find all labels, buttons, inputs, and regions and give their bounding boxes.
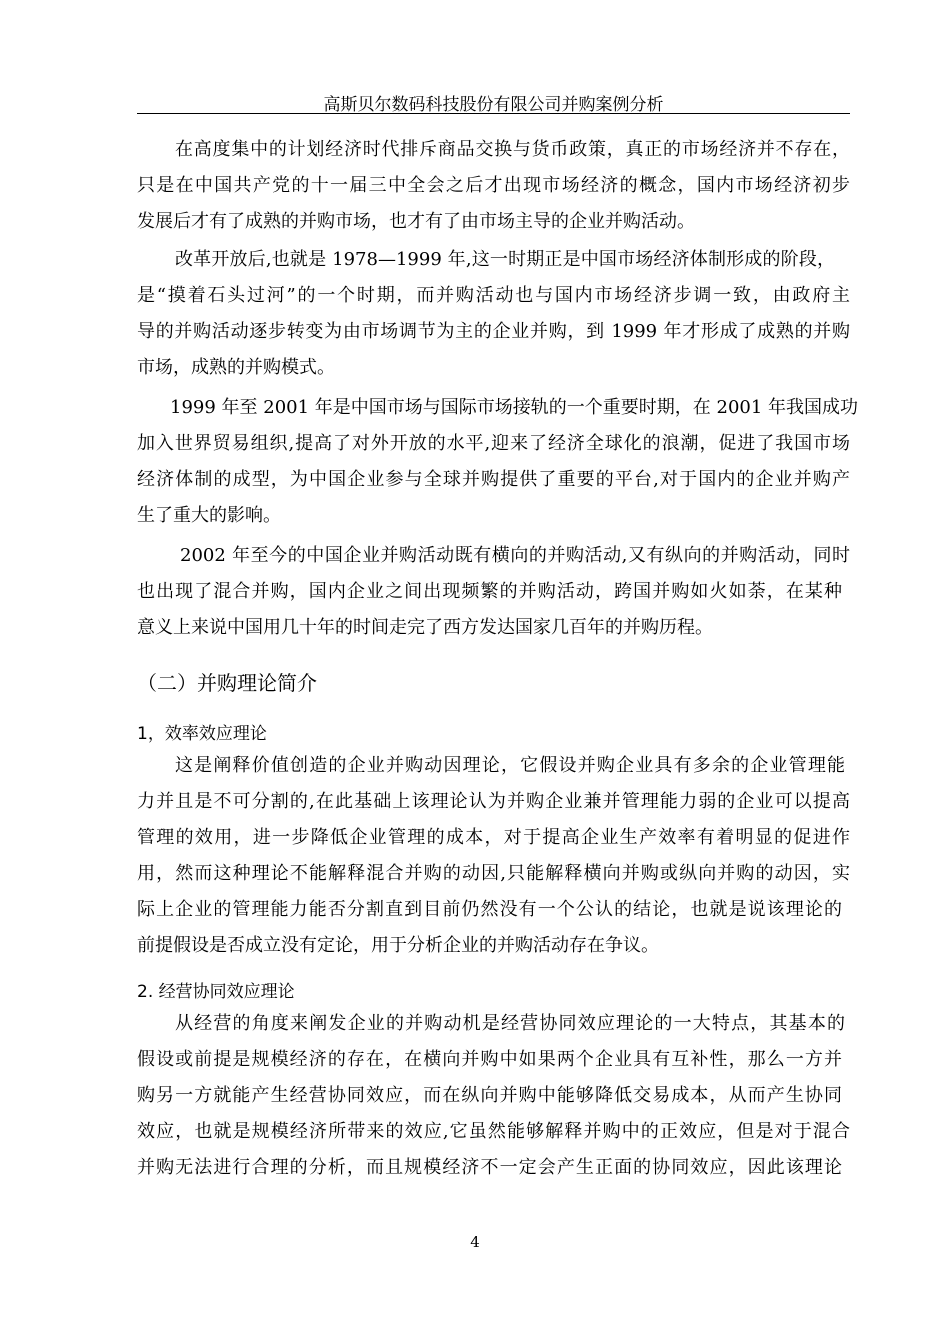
text-line: 导的并购活动逐步转变为由市场调节为主的企业并购，到 1999 年才形成了成熟的并购 [137,321,850,342]
text-line: 购另一方就能产生经营协同效应，而在纵向并购中能够降低交易成本，从而产生协同 [137,1085,842,1106]
subsection-heading: 2. 经营协同效应理论 [137,982,295,1002]
text-line: 效应，也就是规模经济所带来的效应,它虽然能够解释并购中的正效应，但是对于混合 [137,1121,850,1142]
text-line: 管理的效用，进一步降低企业管理的成本，对于提高企业生产效率有着明显的促进作 [137,827,850,848]
text-line: 际上企业的管理能力能否分割直到目前仍然没有一个公认的结论，也就是说该理论的 [137,899,842,920]
text-line: 改革开放后,也就是 1978—1999 年,这一时期正是中国市场经济体制形成的阶段， [175,249,835,270]
text-line: 从经营的角度来阐发企业的并购动机是经营协同效应理论的一大特点，其基本的 [175,1013,845,1034]
text-line: 生了重大的影响。 [137,505,281,526]
text-line: 也出现了混合并购，国内企业之间出现频繁的并购活动，跨国并购如火如荼，在某种 [137,581,842,602]
text-line: 意义上来说中国用几十年的时间走完了西方发达国家几百年的并购历程。 [137,617,713,638]
text-line: 经济体制的成型，为中国企业参与全球并购提供了重要的平台,对于国内的企业并购产 [137,469,850,490]
subsection-heading: 1，效率效应理论 [137,724,267,744]
text-line: 用，然而这种理论不能解释混合并购的动因,只能解释横向并购或纵向并购的动因，实 [137,863,850,884]
page-number: 4 [470,1233,480,1251]
text-line: 加入世界贸易组织,提高了对外开放的水平,迎来了经济全球化的浪潮，促进了我国市场 [137,433,850,454]
text-line: 是“摸着石头过河”的一个时期，而并购活动也与国内市场经济步调一致，由政府主 [137,285,850,306]
section-heading: （二）并购理论简介 [137,671,317,695]
text-line: 前提假设是否成立没有定论，用于分析企业的并购活动存在争议。 [137,935,659,956]
text-line: 并购无法进行合理的分析，而且规模经济不一定会产生正面的协同效应，因此该理论 [137,1157,842,1178]
text-line: 力并且是不可分割的,在此基础上该理论认为并购企业兼并管理能力弱的企业可以提高 [137,791,850,812]
text-line: 在高度集中的计划经济时代排斥商品交换与货币政策，真正的市场经济并不存在， [175,139,850,160]
text-line: 假设或前提是规模经济的存在，在横向并购中如果两个企业具有互补性，那么一方并 [137,1049,842,1070]
text-line: 1999 年至 2001 年是中国市场与国际市场接轨的一个重要时期，在 2001 年我国成功 [170,397,859,418]
text-line: 这是阐释价值创造的企业并购动因理论，它假设并购企业具有多余的企业管理能 [175,755,845,776]
text-line: 2002 年至今的中国企业并购活动既有横向的并购活动,又有纵向的并购活动，同时 [180,545,850,566]
text-line: 只是在中国共产党的十一届三中全会之后才出现市场经济的概念，国内市场经济初步 [137,175,850,196]
running-header: 高斯贝尔数码科技股份有限公司并购案例分析 [323,95,664,115]
text-line: 发展后才有了成熟的并购市场，也才有了由市场主导的企业并购活动。 [137,211,695,232]
text-line: 市场，成熟的并购模式。 [137,357,335,378]
header-rule [137,113,850,114]
